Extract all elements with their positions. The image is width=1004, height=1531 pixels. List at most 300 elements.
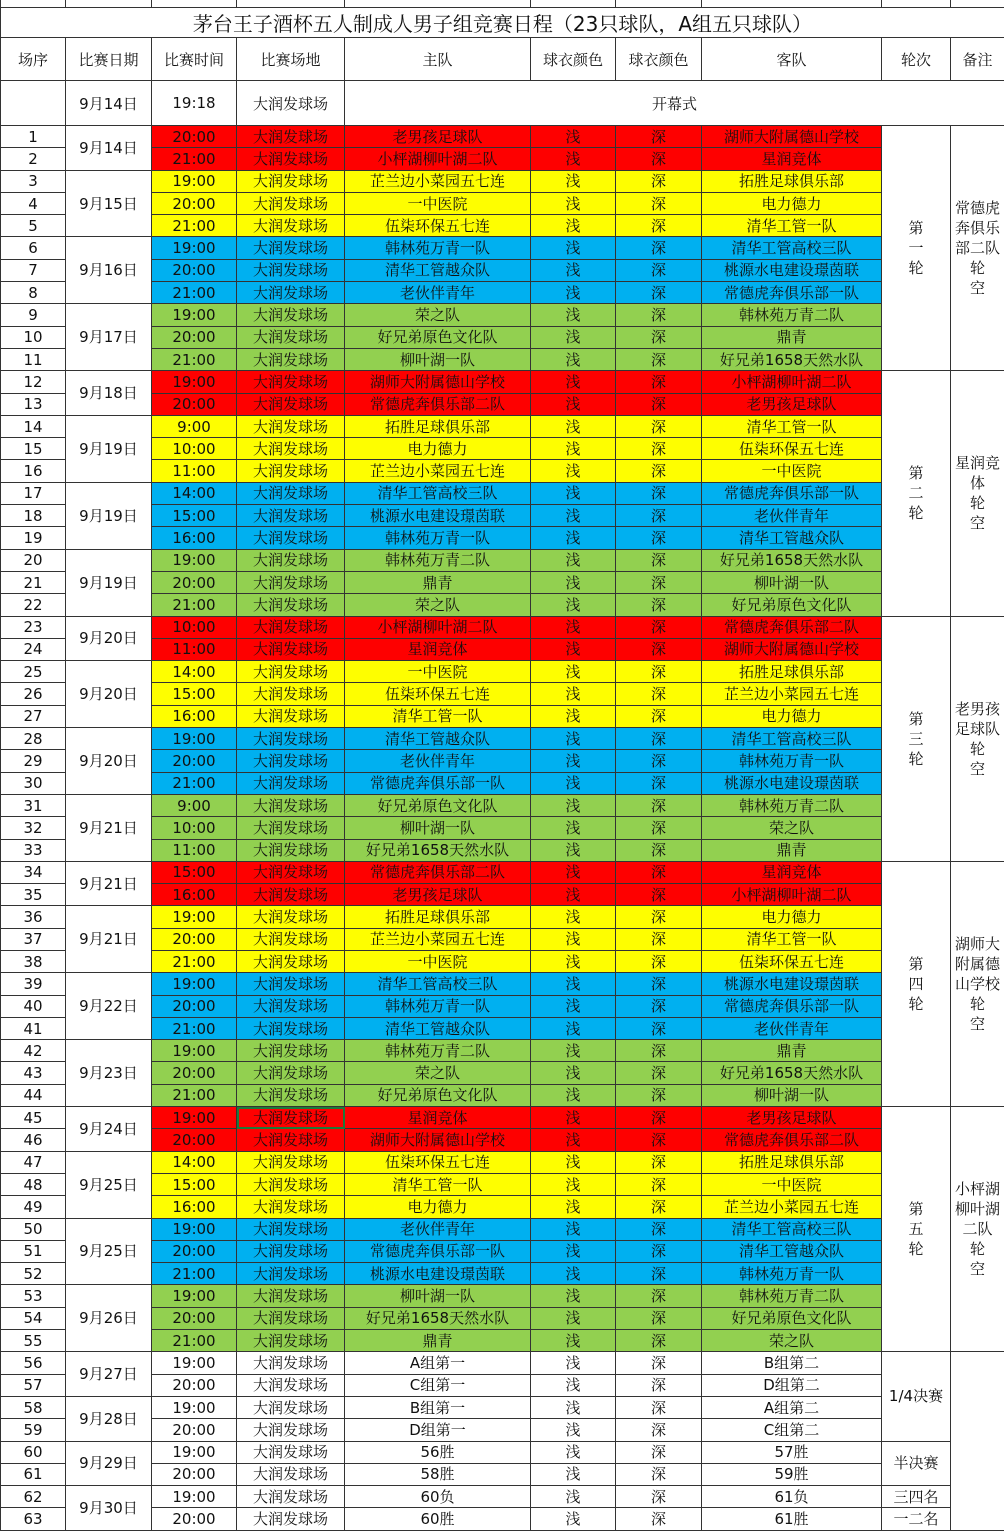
home-jersey-color[interactable]: 浅 [531,371,616,393]
home-jersey-color[interactable]: 浅 [531,1374,616,1396]
match-venue[interactable]: 大润发球场 [237,1463,345,1485]
home-jersey-color[interactable]: 浅 [531,1196,616,1218]
away-team[interactable]: 电力德力 [702,906,882,928]
match-time[interactable]: 16:00 [152,884,237,906]
home-team[interactable]: A组第一 [345,1352,531,1374]
home-jersey-color[interactable]: 浅 [531,326,616,348]
away-team[interactable]: 常德虎奔俱乐部二队 [702,1129,882,1151]
match-time[interactable]: 19:00 [152,549,237,571]
home-team[interactable]: 荣之队 [345,1062,531,1084]
match-no[interactable]: 57 [1,1374,66,1396]
round-cell[interactable] [882,371,951,616]
home-jersey-color[interactable]: 浅 [531,950,616,972]
match-time[interactable]: 20:00 [152,1240,237,1262]
away-team[interactable]: 星润竞体 [702,861,882,883]
home-jersey-color[interactable]: 浅 [531,638,616,660]
home-jersey-color[interactable]: 浅 [531,928,616,950]
match-no[interactable]: 9 [1,304,66,326]
home-jersey-color[interactable]: 浅 [531,995,616,1017]
header-match-no[interactable]: 场序 [1,38,66,81]
header-away-jersey[interactable]: 球衣颜色 [616,38,702,81]
match-venue[interactable]: 大润发球场 [237,973,345,995]
away-team[interactable]: 一中医院 [702,460,882,482]
away-jersey-color[interactable]: 深 [616,661,702,683]
match-time[interactable]: 21:00 [152,1330,237,1352]
match-date[interactable]: 9月21日 [66,794,152,861]
home-jersey-color[interactable]: 浅 [531,1330,616,1352]
away-team[interactable]: 61胜 [702,1508,882,1530]
match-venue[interactable]: 大润发球场 [237,995,345,1017]
match-time[interactable]: 20:00 [152,1463,237,1485]
match-time[interactable]: 19:00 [152,1486,237,1508]
match-time[interactable]: 20:00 [152,326,237,348]
home-jersey-color[interactable]: 浅 [531,282,616,304]
match-venue[interactable]: 大润发球场 [237,1062,345,1084]
away-team[interactable]: 老男孩足球队 [702,1107,882,1129]
match-date[interactable]: 9月30日 [66,1486,152,1531]
match-date[interactable]: 9月18日 [66,371,152,416]
away-team[interactable]: 鼎青 [702,326,882,348]
match-no[interactable]: 38 [1,950,66,972]
match-no[interactable]: 62 [1,1486,66,1508]
home-jersey-color[interactable]: 浅 [531,148,616,170]
home-jersey-color[interactable]: 浅 [531,1107,616,1129]
opening-ceremony-label[interactable]: 开幕式 [345,81,1004,126]
match-date[interactable]: 9月22日 [66,973,152,1040]
away-jersey-color[interactable]: 深 [616,638,702,660]
away-jersey-color[interactable]: 深 [616,192,702,214]
round-cell[interactable] [882,1486,951,1508]
home-jersey-color[interactable]: 浅 [531,594,616,616]
home-jersey-color[interactable]: 浅 [531,1263,616,1285]
match-time[interactable]: 19:00 [152,1441,237,1463]
match-venue[interactable]: 大润发球场 [237,1196,345,1218]
home-team[interactable]: 一中医院 [345,950,531,972]
match-no[interactable]: 40 [1,995,66,1017]
match-time[interactable]: 16:00 [152,527,237,549]
match-venue[interactable]: 大润发球场 [237,1084,345,1106]
home-jersey-color[interactable]: 浅 [531,794,616,816]
header-home-jersey[interactable]: 球衣颜色 [531,38,616,81]
home-team[interactable]: 电力德力 [345,1196,531,1218]
match-venue[interactable]: 大润发球场 [237,259,345,281]
match-time[interactable]: 14:00 [152,661,237,683]
home-team[interactable]: 58胜 [345,1463,531,1485]
match-time[interactable]: 21:00 [152,1263,237,1285]
match-venue[interactable]: 大润发球场 [237,861,345,883]
match-venue[interactable]: 大润发球场 [237,817,345,839]
away-jersey-color[interactable]: 深 [616,839,702,861]
match-date[interactable]: 9月20日 [66,616,152,661]
match-time[interactable]: 21:00 [152,148,237,170]
match-time[interactable]: 21:00 [152,215,237,237]
home-team[interactable]: 拓胜足球俱乐部 [345,415,531,437]
away-team[interactable]: 韩林苑万青一队 [702,1263,882,1285]
opening-time[interactable]: 19:18 [152,81,237,126]
match-no[interactable]: 58 [1,1396,66,1418]
match-time[interactable]: 19:00 [152,973,237,995]
match-venue[interactable]: 大润发球场 [237,148,345,170]
match-venue[interactable]: 大润发球场 [237,683,345,705]
match-venue[interactable]: 大润发球场 [237,1374,345,1396]
match-time[interactable]: 19:00 [152,906,237,928]
away-jersey-color[interactable]: 深 [616,750,702,772]
opening-no-cell[interactable] [1,81,66,126]
round-cell[interactable] [882,616,951,861]
away-jersey-color[interactable]: 深 [616,1374,702,1396]
home-team[interactable]: 桃源水电建设璟茵联 [345,1263,531,1285]
home-jersey-color[interactable]: 浅 [531,973,616,995]
match-time[interactable]: 20:00 [152,192,237,214]
away-jersey-color[interactable]: 深 [616,705,702,727]
match-time[interactable]: 20:00 [152,393,237,415]
away-jersey-color[interactable]: 深 [616,995,702,1017]
away-jersey-color[interactable]: 深 [616,571,702,593]
match-time[interactable]: 19:00 [152,170,237,192]
match-no[interactable]: 59 [1,1419,66,1441]
match-date[interactable]: 9月28日 [66,1396,152,1441]
home-jersey-color[interactable]: 浅 [531,170,616,192]
match-no[interactable]: 36 [1,906,66,928]
match-time[interactable]: 10:00 [152,438,237,460]
home-team[interactable]: 60负 [345,1486,531,1508]
away-team[interactable]: 一中医院 [702,1173,882,1195]
away-jersey-color[interactable]: 深 [616,237,702,259]
match-no[interactable]: 2 [1,148,66,170]
match-no[interactable]: 27 [1,705,66,727]
match-no[interactable]: 34 [1,861,66,883]
away-team[interactable]: 拓胜足球俱乐部 [702,1151,882,1173]
away-team[interactable]: 清华工管一队 [702,928,882,950]
round-cell[interactable] [882,1508,951,1530]
match-date[interactable]: 9月25日 [66,1218,152,1285]
home-team[interactable]: B组第一 [345,1396,531,1418]
home-team[interactable]: 清华工管越众队 [345,728,531,750]
home-team[interactable]: 小枰湖柳叶湖二队 [345,148,531,170]
home-jersey-color[interactable]: 浅 [531,1218,616,1240]
home-jersey-color[interactable]: 浅 [531,750,616,772]
match-time[interactable]: 20:00 [152,1062,237,1084]
home-team[interactable]: 荣之队 [345,304,531,326]
away-jersey-color[interactable]: 深 [616,594,702,616]
home-jersey-color[interactable]: 浅 [531,348,616,370]
away-jersey-color[interactable]: 深 [616,415,702,437]
away-team[interactable]: 湖师大附属德山学校 [702,126,882,148]
match-no[interactable]: 35 [1,884,66,906]
away-team[interactable]: 老男孩足球队 [702,393,882,415]
match-time[interactable]: 15:00 [152,861,237,883]
match-no[interactable]: 26 [1,683,66,705]
away-jersey-color[interactable]: 深 [616,1218,702,1240]
match-venue[interactable]: 大润发球场 [237,460,345,482]
home-team[interactable]: 清华工管高校三队 [345,482,531,504]
match-venue[interactable]: 大润发球场 [237,371,345,393]
match-venue[interactable]: 大润发球场 [237,1040,345,1062]
away-jersey-color[interactable]: 深 [616,817,702,839]
home-jersey-color[interactable]: 浅 [531,1441,616,1463]
away-jersey-color[interactable]: 深 [616,1240,702,1262]
match-venue[interactable]: 大润发球场 [237,126,345,148]
match-date[interactable]: 9月16日 [66,237,152,304]
match-no[interactable]: 30 [1,772,66,794]
home-jersey-color[interactable]: 浅 [531,1486,616,1508]
home-team[interactable]: 老男孩足球队 [345,884,531,906]
match-no[interactable]: 12 [1,371,66,393]
away-jersey-color[interactable]: 深 [616,1441,702,1463]
match-time[interactable]: 19:00 [152,1285,237,1307]
home-team[interactable]: 拓胜足球俱乐部 [345,906,531,928]
match-venue[interactable]: 大润发球场 [237,594,345,616]
match-time[interactable]: 10:00 [152,616,237,638]
match-time[interactable]: 15:00 [152,683,237,705]
match-no[interactable]: 15 [1,438,66,460]
match-venue[interactable]: 大润发球场 [237,794,345,816]
match-venue[interactable]: 大润发球场 [237,1107,345,1129]
match-no[interactable]: 25 [1,661,66,683]
match-time[interactable]: 16:00 [152,1196,237,1218]
away-team[interactable]: 59胜 [702,1463,882,1485]
away-jersey-color[interactable]: 深 [616,1173,702,1195]
match-venue[interactable]: 大润发球场 [237,1441,345,1463]
away-team[interactable]: C组第二 [702,1419,882,1441]
away-jersey-color[interactable]: 深 [616,1263,702,1285]
match-no[interactable]: 23 [1,616,66,638]
match-time[interactable]: 20:00 [152,928,237,950]
home-jersey-color[interactable]: 浅 [531,1285,616,1307]
note-cell[interactable] [951,1107,1004,1352]
home-jersey-color[interactable]: 浅 [531,393,616,415]
home-jersey-color[interactable]: 浅 [531,817,616,839]
away-jersey-color[interactable]: 深 [616,1352,702,1374]
match-time[interactable]: 21:00 [152,772,237,794]
home-team[interactable]: 老伙伴青年 [345,282,531,304]
match-date[interactable]: 9月20日 [66,728,152,795]
match-no[interactable]: 18 [1,505,66,527]
match-time[interactable]: 19:00 [152,1040,237,1062]
round-cell[interactable] [882,1441,951,1486]
away-team[interactable]: 韩林苑万青二队 [702,794,882,816]
home-team[interactable]: 清华工管高校三队 [345,973,531,995]
away-jersey-color[interactable]: 深 [616,505,702,527]
match-no[interactable]: 53 [1,1285,66,1307]
away-jersey-color[interactable]: 深 [616,1151,702,1173]
away-jersey-color[interactable]: 深 [616,861,702,883]
home-jersey-color[interactable]: 浅 [531,1463,616,1485]
match-venue[interactable]: 大润发球场 [237,661,345,683]
match-no[interactable]: 41 [1,1017,66,1039]
match-time[interactable]: 20:00 [152,1129,237,1151]
away-team[interactable]: 伍柒环保五七连 [702,950,882,972]
match-venue[interactable]: 大润发球场 [237,393,345,415]
match-venue[interactable]: 大润发球场 [237,1330,345,1352]
match-venue[interactable]: 大润发球场 [237,348,345,370]
match-venue[interactable]: 大润发球场 [237,1419,345,1441]
match-time[interactable]: 15:00 [152,505,237,527]
match-no[interactable]: 22 [1,594,66,616]
match-time[interactable]: 20:00 [152,995,237,1017]
away-team[interactable]: 伍柒环保五七连 [702,438,882,460]
header-date[interactable]: 比赛日期 [66,38,152,81]
away-team[interactable]: 荣之队 [702,817,882,839]
away-team[interactable]: 星润竞体 [702,148,882,170]
match-no[interactable]: 11 [1,348,66,370]
home-jersey-color[interactable]: 浅 [531,839,616,861]
away-team[interactable]: 清华工管高校三队 [702,237,882,259]
match-no[interactable]: 51 [1,1240,66,1262]
home-jersey-color[interactable]: 浅 [531,304,616,326]
away-jersey-color[interactable]: 深 [616,1062,702,1084]
away-jersey-color[interactable]: 深 [616,973,702,995]
match-no[interactable]: 49 [1,1196,66,1218]
match-no[interactable]: 7 [1,259,66,281]
away-jersey-color[interactable]: 深 [616,1196,702,1218]
match-no[interactable]: 39 [1,973,66,995]
home-jersey-color[interactable]: 浅 [531,237,616,259]
home-jersey-color[interactable]: 浅 [531,527,616,549]
match-no[interactable]: 8 [1,282,66,304]
opening-date[interactable]: 9月14日 [66,81,152,126]
match-no[interactable]: 28 [1,728,66,750]
home-team[interactable]: 韩林苑万青二队 [345,549,531,571]
match-venue[interactable]: 大润发球场 [237,772,345,794]
match-venue[interactable]: 大润发球场 [237,237,345,259]
home-team[interactable]: 常德虎奔俱乐部一队 [345,1240,531,1262]
match-no[interactable]: 5 [1,215,66,237]
match-no[interactable]: 1 [1,126,66,148]
away-jersey-color[interactable]: 深 [616,683,702,705]
match-no[interactable]: 14 [1,415,66,437]
home-jersey-color[interactable]: 浅 [531,1173,616,1195]
home-team[interactable]: 星润竞体 [345,1107,531,1129]
match-time[interactable]: 21:00 [152,348,237,370]
match-time[interactable]: 19:00 [152,304,237,326]
home-jersey-color[interactable]: 浅 [531,661,616,683]
away-team[interactable]: 好兄弟1658天然水队 [702,549,882,571]
match-no[interactable]: 6 [1,237,66,259]
away-jersey-color[interactable]: 深 [616,282,702,304]
match-no[interactable]: 3 [1,170,66,192]
home-jersey-color[interactable]: 浅 [531,438,616,460]
away-team[interactable]: 韩林苑万青二队 [702,1285,882,1307]
home-jersey-color[interactable]: 浅 [531,772,616,794]
match-venue[interactable]: 大润发球场 [237,1263,345,1285]
match-venue[interactable]: 大润发球场 [237,728,345,750]
away-jersey-color[interactable]: 深 [616,1508,702,1530]
home-team[interactable]: 清华工管越众队 [345,259,531,281]
match-time[interactable]: 20:00 [152,259,237,281]
home-jersey-color[interactable]: 浅 [531,1084,616,1106]
away-team[interactable]: 湖师大附属德山学校 [702,638,882,660]
header-notes[interactable]: 备注 [951,38,1004,81]
match-time[interactable]: 21:00 [152,1017,237,1039]
note-cell[interactable] [951,616,1004,861]
away-jersey-color[interactable]: 深 [616,1307,702,1329]
home-team[interactable]: 星润竞体 [345,638,531,660]
match-time[interactable]: 11:00 [152,839,237,861]
away-jersey-color[interactable]: 深 [616,259,702,281]
match-date[interactable]: 9月14日 [66,126,152,171]
match-venue[interactable]: 大润发球场 [237,1240,345,1262]
home-jersey-color[interactable]: 浅 [531,415,616,437]
match-venue[interactable]: 大润发球场 [237,282,345,304]
match-time[interactable]: 9:00 [152,415,237,437]
away-jersey-color[interactable]: 深 [616,1486,702,1508]
home-team[interactable]: C组第一 [345,1374,531,1396]
away-team[interactable]: 桃源水电建设璟茵联 [702,259,882,281]
home-team[interactable]: 好兄弟原色文化队 [345,1084,531,1106]
match-date[interactable]: 9月25日 [66,1151,152,1218]
header-away-team[interactable]: 客队 [702,38,882,81]
away-jersey-color[interactable]: 深 [616,1463,702,1485]
match-no[interactable]: 60 [1,1441,66,1463]
match-time[interactable]: 20:00 [152,1307,237,1329]
home-team[interactable]: 好兄弟1658天然水队 [345,839,531,861]
match-date[interactable]: 9月29日 [66,1441,152,1486]
match-time[interactable]: 20:00 [152,571,237,593]
away-jersey-color[interactable]: 深 [616,1040,702,1062]
away-team[interactable]: 荣之队 [702,1330,882,1352]
match-no[interactable]: 56 [1,1352,66,1374]
match-no[interactable]: 44 [1,1084,66,1106]
home-team[interactable]: 韩林苑万青一队 [345,995,531,1017]
home-team[interactable]: 韩林苑万青一队 [345,237,531,259]
home-jersey-color[interactable]: 浅 [531,505,616,527]
away-team[interactable]: 清华工管越众队 [702,1240,882,1262]
match-venue[interactable]: 大润发球场 [237,950,345,972]
home-team[interactable]: 常德虎奔俱乐部二队 [345,393,531,415]
match-venue[interactable]: 大润发球场 [237,1396,345,1418]
match-no[interactable]: 52 [1,1263,66,1285]
match-time[interactable]: 16:00 [152,705,237,727]
away-team[interactable]: 电力德力 [702,192,882,214]
match-no[interactable]: 54 [1,1307,66,1329]
away-jersey-color[interactable]: 深 [616,1084,702,1106]
header-round[interactable]: 轮次 [882,38,951,81]
away-jersey-color[interactable]: 深 [616,884,702,906]
match-time[interactable]: 19:00 [152,1396,237,1418]
home-team[interactable]: 湖师大附属德山学校 [345,1129,531,1151]
away-team[interactable]: 清华工管越众队 [702,527,882,549]
home-jersey-color[interactable]: 浅 [531,549,616,571]
home-jersey-color[interactable]: 浅 [531,1151,616,1173]
away-team[interactable]: 好兄弟1658天然水队 [702,1062,882,1084]
match-venue[interactable]: 大润发球场 [237,482,345,504]
note-cell[interactable] [951,1352,1004,1530]
away-team[interactable]: 清华工管一队 [702,415,882,437]
away-jersey-color[interactable]: 深 [616,1129,702,1151]
home-jersey-color[interactable]: 浅 [531,683,616,705]
match-no[interactable]: 24 [1,638,66,660]
sheet-title[interactable]: 茅台王子酒杯五人制成人男子组竞赛日程（23只球队，A组五只球队） [1,8,1004,38]
home-jersey-color[interactable]: 浅 [531,1062,616,1084]
home-team[interactable]: 湖师大附属德山学校 [345,371,531,393]
away-jersey-color[interactable]: 深 [616,549,702,571]
away-team[interactable]: 好兄弟1658天然水队 [702,348,882,370]
match-venue[interactable]: 大润发球场 [237,638,345,660]
away-jersey-color[interactable]: 深 [616,928,702,950]
home-team[interactable]: 清华工管一队 [345,705,531,727]
match-time[interactable]: 14:00 [152,1151,237,1173]
away-jersey-color[interactable]: 深 [616,1285,702,1307]
home-jersey-color[interactable]: 浅 [531,1040,616,1062]
match-venue[interactable]: 大润发球场 [237,839,345,861]
home-team[interactable]: 电力德力 [345,438,531,460]
match-no[interactable]: 21 [1,571,66,593]
match-no[interactable]: 43 [1,1062,66,1084]
away-jersey-color[interactable]: 深 [616,906,702,928]
away-jersey-color[interactable]: 深 [616,460,702,482]
match-no[interactable]: 20 [1,549,66,571]
